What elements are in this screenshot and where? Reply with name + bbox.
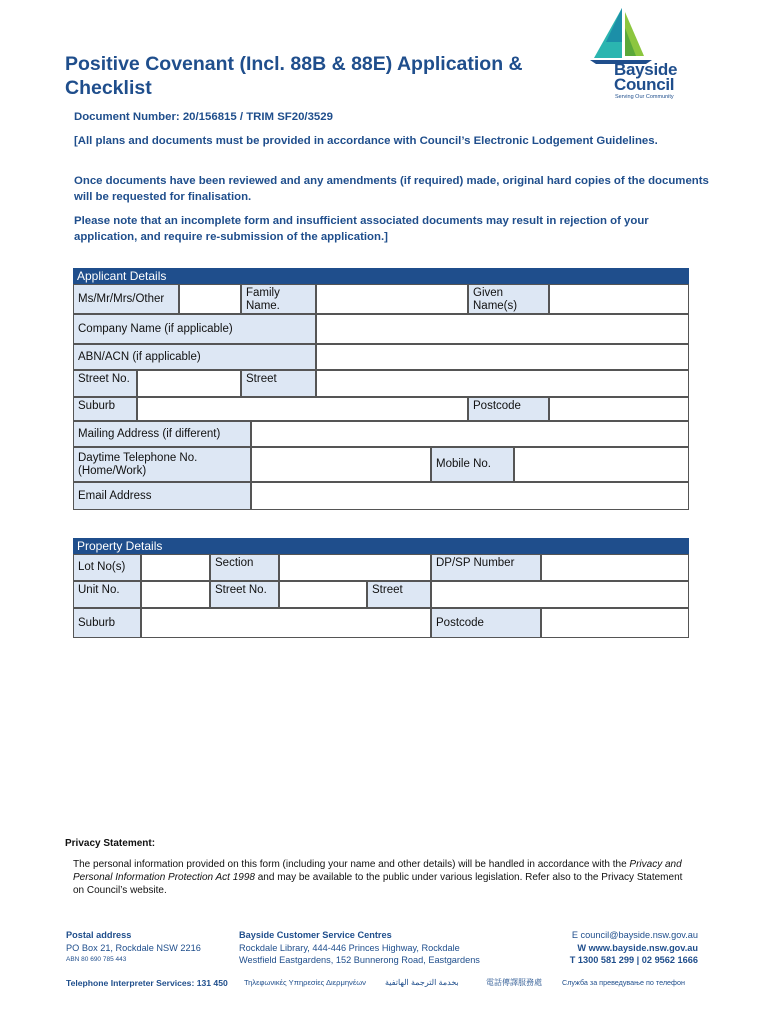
document-number: Document Number: 20/156815 / TRIM SF20/3529	[74, 111, 333, 123]
postal-address: PO Box 21, Rockdale NSW 2216	[66, 942, 201, 953]
property-street-no-input[interactable]	[279, 581, 367, 608]
page-title: Positive Covenant (Incl. 88B & 88E) Application & Checklist	[65, 53, 523, 99]
centre-rockdale: Rockdale Library, 444-446 Princes Highway, Rockdale	[239, 942, 460, 953]
property-suburb-input[interactable]	[141, 608, 431, 638]
interpreter-greek: Τηλεφωνικές Υπηρεσίες Διερμηνέων	[244, 978, 366, 987]
unit-no-input[interactable]	[141, 581, 210, 608]
title-input[interactable]	[179, 284, 241, 314]
unit-no-label: Unit No.	[73, 581, 141, 608]
interpreter-chinese: 電話傳譯服務處	[486, 978, 542, 987]
applicant-details-heading: Applicant Details	[73, 268, 689, 284]
privacy-act-name: Privacy and Personal Information Protection Act 1998	[73, 859, 682, 883]
given-names-input[interactable]	[549, 284, 689, 314]
property-details-heading: Property Details	[73, 538, 689, 554]
sail-logo-icon	[582, 8, 662, 64]
suburb-input[interactable]	[137, 397, 468, 421]
privacy-heading: Privacy Statement:	[65, 838, 156, 849]
interpreter-arabic: بخدمة الترجمة الهاتفية	[385, 978, 459, 987]
company-name-input[interactable]	[316, 314, 689, 344]
privacy-text	[73, 858, 693, 897]
mailing-address-label: Mailing Address (if different)	[73, 421, 251, 447]
lot-no-label: Lot No(s)	[73, 554, 141, 581]
family-name-input[interactable]	[316, 284, 468, 314]
logo-tagline: Serving Our Community	[615, 94, 674, 100]
suburb-label: Suburb	[73, 397, 137, 421]
dp-sp-number-input[interactable]	[541, 554, 689, 581]
council-email-link[interactable]: E council@bayside.nsw.gov.au	[571, 930, 698, 940]
abn-acn-label: ABN/ACN (if applicable)	[73, 344, 316, 370]
property-postcode-input[interactable]	[541, 608, 689, 638]
postcode-input[interactable]	[549, 397, 689, 421]
family-name-label: Family Name.	[241, 284, 316, 314]
dp-sp-number-label: DP/SP Number	[431, 554, 541, 581]
property-street-input[interactable]	[431, 581, 689, 608]
given-names-label: Given Name(s)	[468, 284, 549, 314]
daytime-phone-input[interactable]	[251, 447, 431, 482]
property-street-no-label: Street No.	[210, 581, 279, 608]
intro-paragraph-2: Once documents have been reviewed and any amendments (if required) made, original hard copies of the documents will be requested for finalisation.	[74, 175, 709, 203]
street-label: Street	[241, 370, 316, 397]
mailing-address-input[interactable]	[251, 421, 689, 447]
intro-paragraph-1: [All plans and documents must be provided in accordance with Council’s Electronic Lodgement Guidelines.	[74, 135, 658, 147]
centre-eastgardens: Westfield Eastgardens, 152 Bunnerong Road, Eastgardens	[239, 955, 480, 965]
email-input[interactable]	[251, 482, 689, 510]
street-no-label: Street No.	[73, 370, 137, 397]
footer-postal	[66, 929, 236, 967]
daytime-phone-label: Daytime Telephone No. (Home/Work)	[73, 447, 251, 482]
abn-number: ABN 80 690 785 443	[66, 956, 127, 963]
logo-word-2: Council	[614, 75, 675, 94]
mobile-label: Mobile No.	[431, 447, 514, 482]
section-input[interactable]	[279, 554, 431, 581]
interpreter-services: Telephone Interpreter Services: 131 450	[66, 978, 228, 988]
footer-service-centres	[239, 929, 529, 967]
lot-no-input[interactable]	[141, 554, 210, 581]
property-suburb-label: Suburb	[73, 608, 141, 638]
privacy-text-end: and may be available to the public under various legislation. Refer also to the Privacy Statement on Council’s website.	[73, 872, 683, 896]
council-website-link[interactable]: W www.bayside.nsw.gov.au	[577, 942, 698, 953]
logo-wordmark	[614, 62, 677, 92]
privacy-text-start: The personal information provided on this form (including your name and other details) will be handled in accordance with the	[73, 859, 630, 870]
footer-contact	[530, 929, 698, 967]
bayside-council-logo	[578, 8, 698, 104]
section-label: Section	[210, 554, 279, 581]
postal-heading: Postal address	[66, 930, 132, 940]
council-phone: T 1300 581 299 | 02 9562 1666	[569, 955, 698, 965]
property-postcode-label: Postcode	[431, 608, 541, 638]
interpreter-macedonian: Служба за преведување по телефон	[562, 978, 685, 987]
centres-heading: Bayside Customer Service Centres	[239, 930, 392, 940]
title-label: Ms/Mr/Mrs/Other	[73, 284, 179, 314]
mobile-input[interactable]	[514, 447, 689, 482]
intro-paragraph-3: Please note that an incomplete form and insufficient associated documents may result in rejection of your application, and require re-submission of the application.]	[74, 215, 649, 243]
logo-word-1: Bayside	[614, 60, 678, 79]
property-street-label: Street	[367, 581, 431, 608]
street-no-input[interactable]	[137, 370, 241, 397]
email-label: Email Address	[73, 482, 251, 510]
abn-acn-input[interactable]	[316, 344, 689, 370]
street-input[interactable]	[316, 370, 689, 397]
company-name-label: Company Name (if applicable)	[73, 314, 316, 344]
postcode-label: Postcode	[468, 397, 549, 421]
